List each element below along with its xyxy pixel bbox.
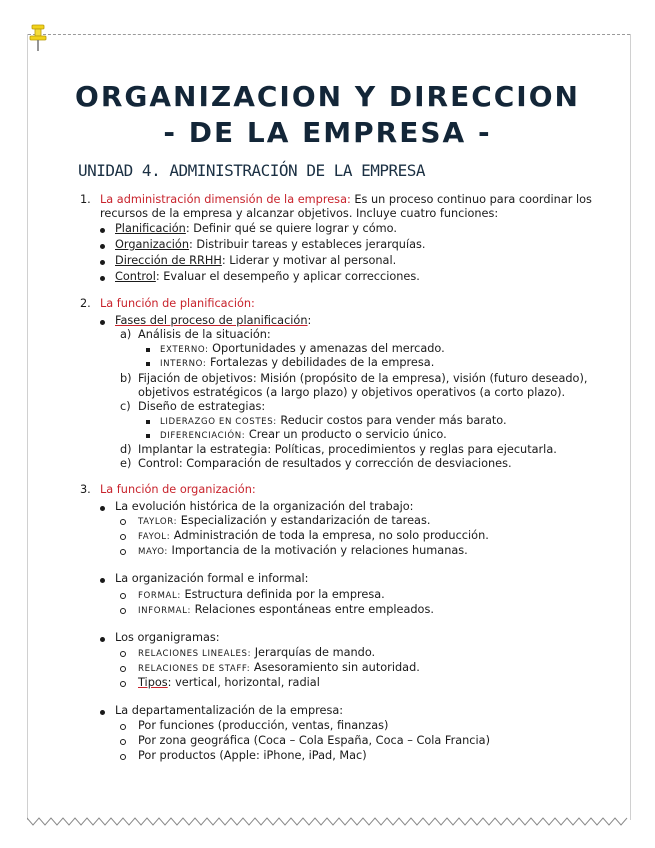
section-number: 3. xyxy=(80,483,91,496)
phase-e: Control: Comparación de resultados y corrección de desviaciones. xyxy=(138,457,512,470)
function-planificacion: Planificación: Definir qué se quiere lograr y cómo. xyxy=(115,222,397,235)
phase-b-cont: objetivos estratégicos (a largo plazo) y objetivos operativos (a corto plazo). xyxy=(138,386,566,399)
dept-item: Por productos (Apple: iPhone, iPad, Mac) xyxy=(138,749,367,762)
phase-c-liderazgo: LIDERAZGO EN COSTES: Reducir costos para vender más barato. xyxy=(160,414,507,427)
dept-item: Por funciones (producción, ventas, finanzas) xyxy=(138,719,389,732)
phases-title: Fases del proceso de planificación: xyxy=(115,314,312,327)
bullet-circle xyxy=(120,754,126,760)
charts-lineales: RELACIONES LINEALES: Jerarquías de mando. xyxy=(138,646,376,659)
bullet-dot xyxy=(100,244,105,249)
bullet-circle xyxy=(120,651,126,657)
bullet-dot xyxy=(100,260,105,265)
section-number: 1. xyxy=(80,193,91,206)
formal-item: FORMAL: Estructura definida por la empresa. xyxy=(138,588,385,601)
bullet-square xyxy=(146,348,150,352)
zigzag-bottom-edge xyxy=(27,816,631,828)
bullet-dot xyxy=(100,320,105,325)
function-organizacion: Organización: Distribuir tareas y estableces jerarquías. xyxy=(115,238,426,251)
evolution-mayo: MAYO: Importancia de la motivación y relaciones humanas. xyxy=(138,544,468,557)
phase-c-diferenciacion: DIFERENCIACIÓN: Crear un producto o servicio único. xyxy=(160,428,447,441)
bullet-circle xyxy=(120,549,126,555)
function-control: Control: Evaluar el desempeño y aplicar correcciones. xyxy=(115,270,420,283)
section-heading: La función de organización: xyxy=(100,483,256,496)
phase-a-interno: INTERNO: Fortalezas y debilidades de la empresa. xyxy=(160,356,435,369)
function-direccion: Dirección de RRHH: Liderar y motivar al personal. xyxy=(115,254,397,267)
list-label: e) xyxy=(120,457,132,470)
evolution-taylor: TAYLOR: Especialización y estandarización de tareas. xyxy=(138,514,431,527)
phase-c: Diseño de estrategias: xyxy=(138,400,266,413)
list-label: d) xyxy=(120,443,132,456)
bullet-circle xyxy=(120,681,126,687)
formal-title: La organización formal e informal: xyxy=(115,572,309,585)
section-number: 2. xyxy=(80,297,91,310)
evolution-fayol: FAYOL: Administración de toda la empresa, no solo producción. xyxy=(138,529,489,542)
bullet-circle xyxy=(120,534,126,540)
list-label: b) xyxy=(120,372,132,385)
title-line-1: ORGANIZACION Y DIRECCION xyxy=(75,80,580,113)
section-intro-cont: recursos de la empresa y alcanzar objetivos. Incluye cuatro funciones: xyxy=(100,207,499,220)
bullet-circle xyxy=(120,593,126,599)
charts-staff: RELACIONES DE STAFF: Asesoramiento sin autoridad. xyxy=(138,661,420,674)
bullet-circle xyxy=(120,724,126,730)
bullet-dot xyxy=(100,276,105,281)
bullet-dot xyxy=(100,637,105,642)
section-intro: Es un proceso continuo para coordinar los xyxy=(354,193,592,206)
bullet-dot xyxy=(100,710,105,715)
phase-d: Implantar la estrategia: Políticas, procedimientos y reglas para ejecutarla. xyxy=(138,443,557,456)
dept-title: La departamentalización de la empresa: xyxy=(115,704,344,717)
charts-types: Tipos: vertical, horizontal, radial xyxy=(138,676,320,689)
bullet-dot xyxy=(100,506,105,511)
title-line-2: - DE LA EMPRESA - xyxy=(163,116,492,149)
bullet-circle xyxy=(120,608,126,614)
bullet-circle xyxy=(120,519,126,525)
phase-a: Análisis de la situación: xyxy=(138,328,271,341)
bullet-square xyxy=(146,420,150,424)
informal-item: INFORMAL: Relaciones espontáneas entre empleados. xyxy=(138,603,434,616)
unit-heading: UNIDAD 4. ADMINISTRACIÓN DE LA EMPRESA xyxy=(78,161,426,180)
list-label: c) xyxy=(120,400,131,413)
bullet-circle xyxy=(120,666,126,672)
dept-item: Por zona geográfica (Coca – Cola España, Coca – Cola Francia) xyxy=(138,734,490,747)
phase-b: Fijación de objetivos: Misión (propósito de la empresa), visión (futuro deseado), xyxy=(138,372,588,385)
bullet-dot xyxy=(100,578,105,583)
bullet-dot xyxy=(100,228,105,233)
pushpin-icon xyxy=(27,23,49,53)
phase-a-externo: EXTERNO: Oportunidades y amenazas del mercado. xyxy=(160,342,445,355)
section-1 xyxy=(100,193,592,207)
charts-title: Los organigramas: xyxy=(115,631,220,644)
evolution-title: La evolución histórica de la organización del trabajo: xyxy=(115,500,414,513)
list-label: a) xyxy=(120,328,132,341)
bullet-square xyxy=(146,434,150,438)
section-heading: La administración dimensión de la empresa: xyxy=(100,193,351,206)
bullet-square xyxy=(146,362,150,366)
bullet-circle xyxy=(120,739,126,745)
section-heading: La función de planificación: xyxy=(100,297,255,310)
top-dashed-edge xyxy=(28,34,630,35)
